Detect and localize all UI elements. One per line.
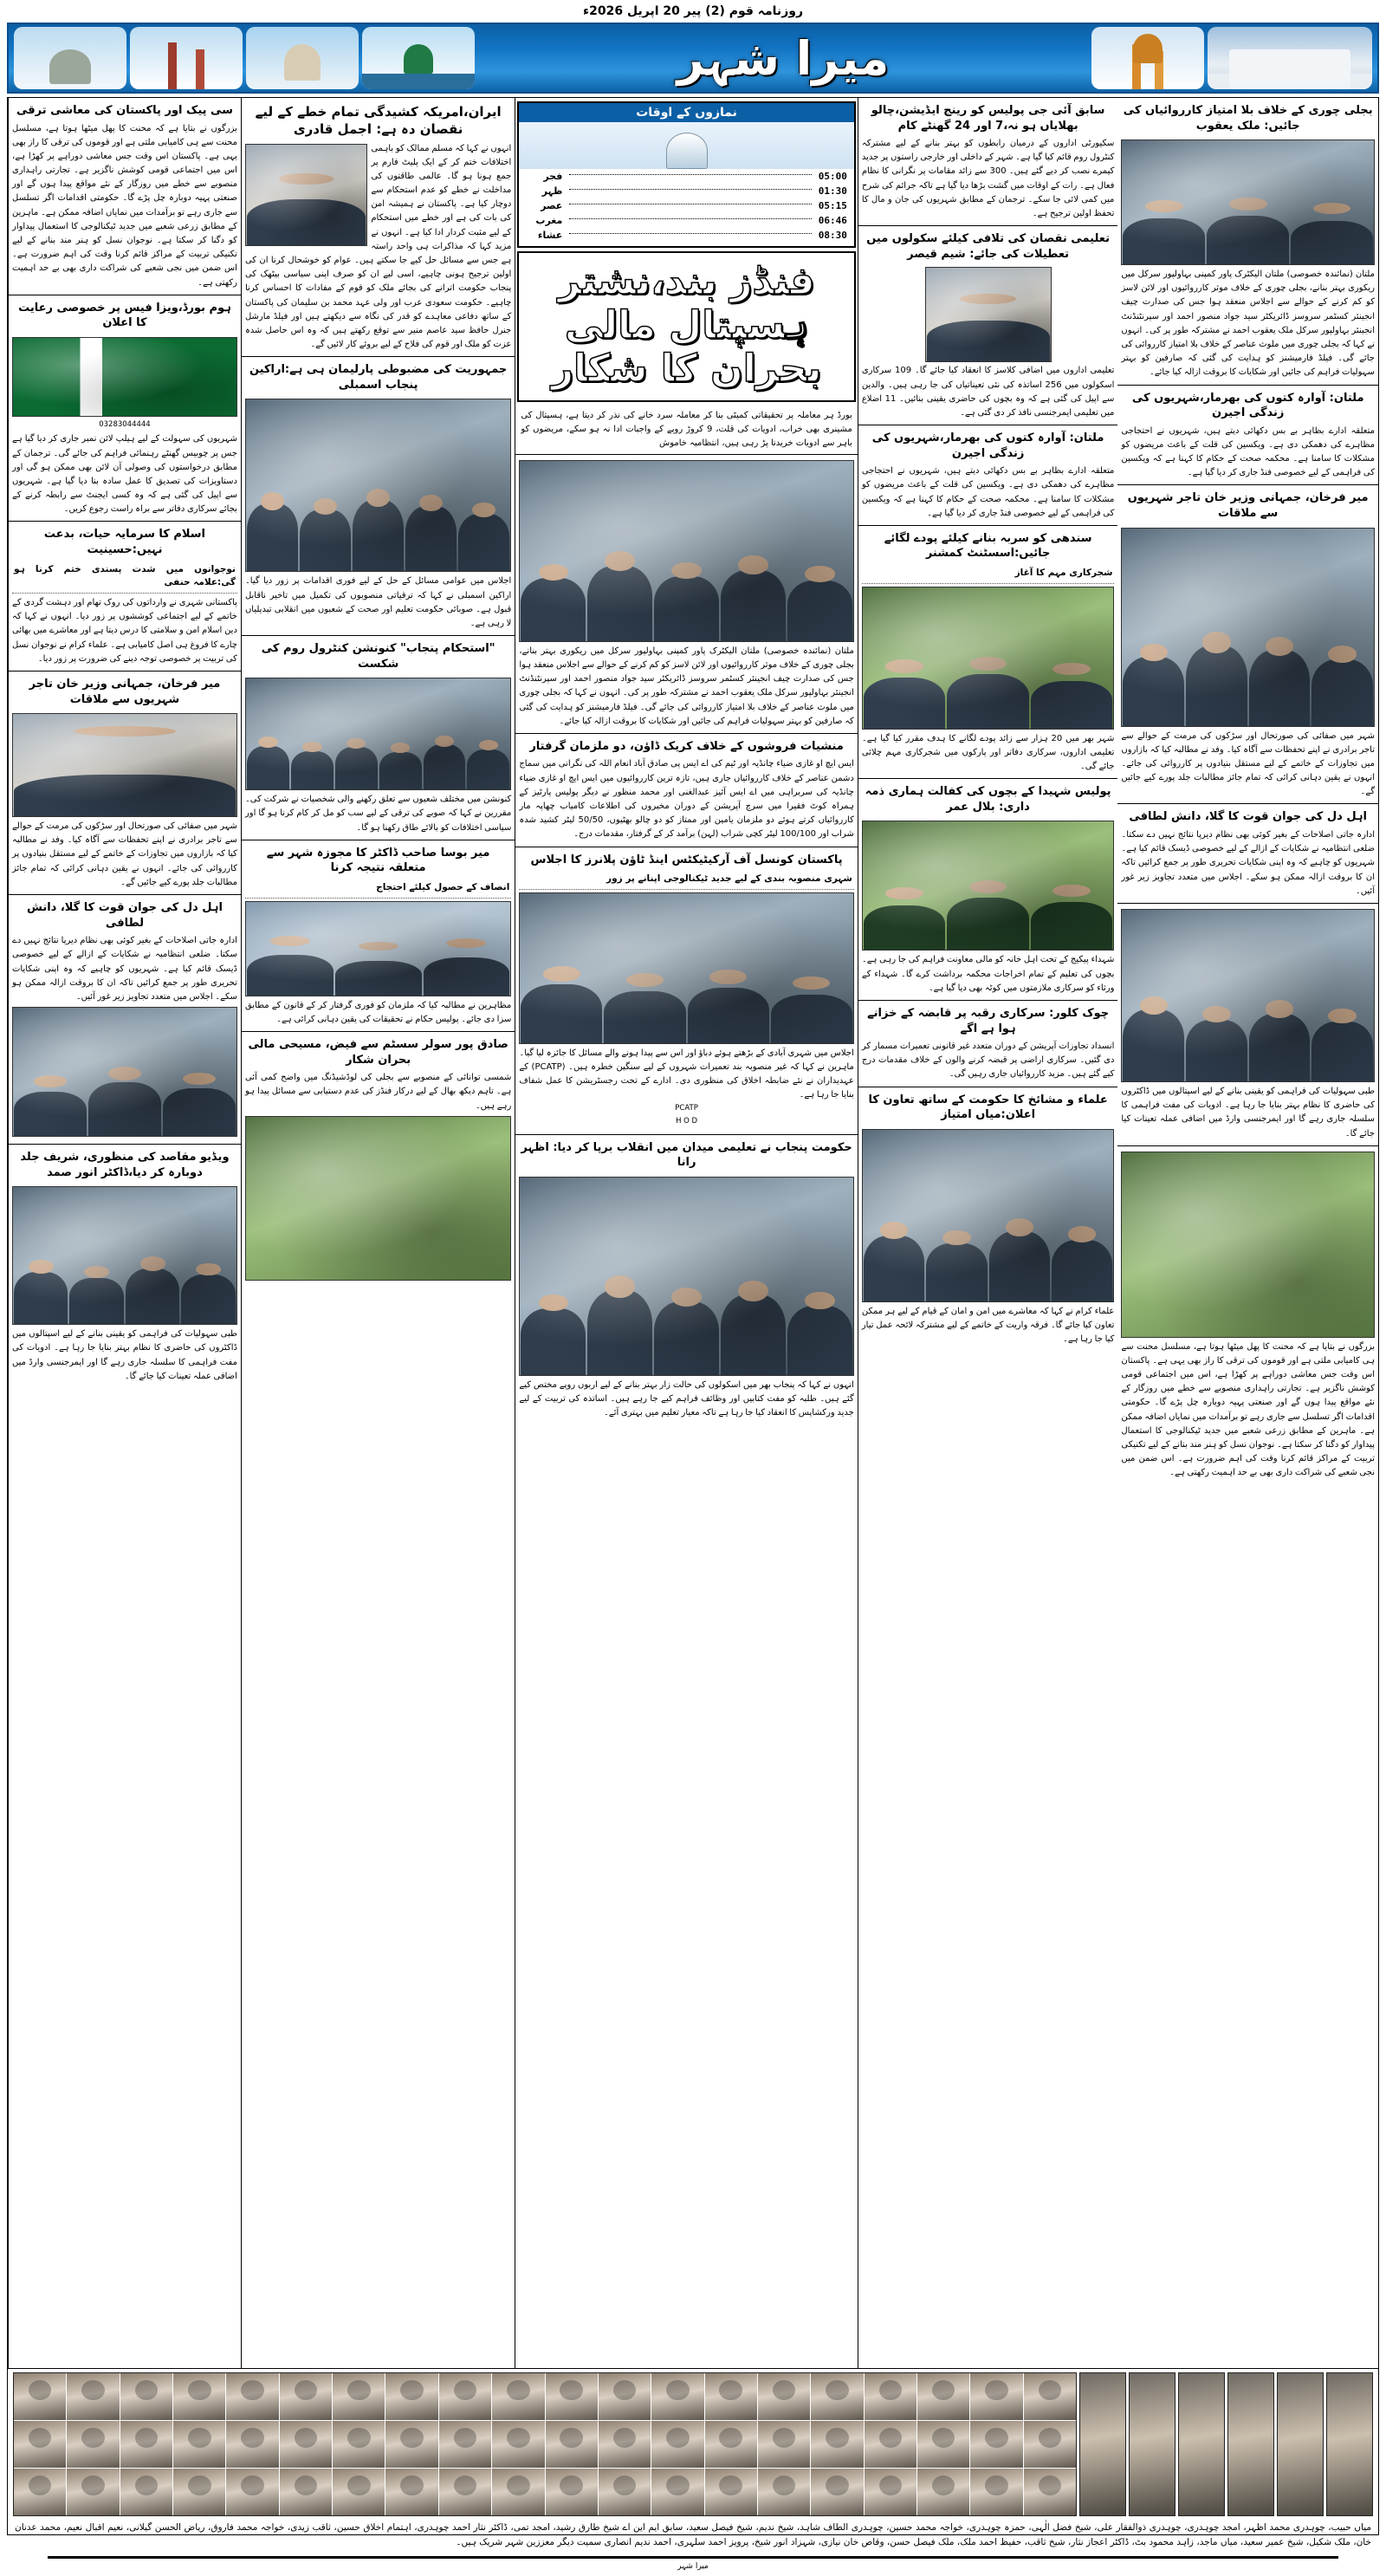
photo-tree-plantation bbox=[862, 587, 1115, 730]
page-body bbox=[7, 97, 1379, 2571]
photo-education-seminar bbox=[519, 1177, 854, 1376]
portrait-thumb bbox=[865, 2373, 916, 2420]
article-cpec[interactable] bbox=[9, 98, 241, 295]
article-drug-crackdown[interactable] bbox=[515, 734, 858, 847]
portrait-thumb bbox=[705, 2373, 757, 2420]
lead-headline-box[interactable] bbox=[517, 251, 856, 402]
photo-ulema-gathering bbox=[862, 1129, 1115, 1302]
portrait-thumb bbox=[333, 2421, 385, 2468]
article-body: ادارہ جاتی اصلاحات کے بغیر کوئی بھی نظام دیرپا نتائج نہیں دے سکتا۔ ضلعی انتظامیہ نے شکایات کے ازالے کے لیے خصوصی ڈیسک قائم کیا ہے۔ شہریوں کو چاہیے کہ وہ اپنی شکایات تحریری طور پر جمع کرائیں تاکہ ان کا بروقت ازالہ ممکن ہو سکے۔ اجلاس میں متعدد تجاویز زیر غور آئیں۔ bbox=[1121, 830, 1375, 896]
portrait-thumb bbox=[173, 2373, 225, 2420]
portrait-thumb bbox=[970, 2469, 1022, 2515]
article-body: شہر میں صفائی کی صورتحال اور سڑکوں کی مرمت کے حوالے سے تاجر برادری نے اپنے تحفظات سے آگاہ کیا۔ وفد نے مطالبہ کیا کہ بازاروں میں تجاوزات کے خاتمے کے لیے مستقل بنیادوں پر کارروائی کی جائے۔ انہوں نے یقین دہانی کرائی کہ تمام جائز مطالبات جلد پورے کیے جائیں گے۔ bbox=[12, 821, 237, 887]
article-headline: ہوم بورڈ،ویزا فیس پر خصوصی رعایت کا اعلان bbox=[18, 301, 231, 330]
article-headline: جمہوریت کی مضبوطی پارلیمان ہی ہے:اراکین پنجاب اسمبلی bbox=[249, 363, 508, 392]
photo-cleric-portrait bbox=[245, 144, 367, 246]
portrait-thumb bbox=[67, 2373, 119, 2420]
article-headline: اہل دل کی جوان قوت کا گلا، دانش لطافی bbox=[26, 901, 223, 930]
portrait-thumb bbox=[546, 2421, 598, 2468]
article-home-board-visa[interactable] bbox=[9, 295, 241, 522]
article-headline: تعلیمی نقصان کی تلافی کیلئے سکولوں میں تعطیلات کی جائے: شیم قیصر bbox=[866, 232, 1111, 261]
portrait-thumb bbox=[280, 2421, 332, 2468]
portrait-thumb bbox=[865, 2421, 916, 2468]
tag-pcatp: PCATP bbox=[675, 1103, 698, 1113]
masthead-photo-clock-tower bbox=[1208, 27, 1372, 89]
article-lead-continuation[interactable] bbox=[515, 455, 858, 734]
portrait-thumb bbox=[333, 2373, 385, 2420]
portrait-thumb bbox=[14, 2373, 66, 2420]
portrait-thumb bbox=[280, 2469, 332, 2515]
prayer-time: 01:30 bbox=[818, 185, 847, 197]
article-body: شہر میں صفائی کی صورتحال اور سڑکوں کی مرمت کے حوالے سے تاجر برادری نے اپنے تحفظات سے آگاہ کیا۔ وفد نے مطالبہ کیا کہ بازاروں میں تجاوزات کے خاتمے کے لیے مستقل بنیادوں پر کارروائی کی جائے۔ انہوں نے یقین دہانی کرائی کہ تمام جائز مطالبات جلد پورے کیے جائیں گے۔ bbox=[1121, 730, 1375, 797]
article-body: متعلقہ ادارے بظاہر بے بس دکھائی دیتے ہیں، شہریوں نے احتجاجی مظاہرے کی دھمکی دی ہے۔ ویکسین کی قلت کے باعث مریضوں کو مشکلات کا سامنا ہے۔ محکمہ صحت کے حکام کا کہنا ہے کہ ویکسین کی فراہمی کے لیے خصوصی فنڈ جاری کر دیا گیا ہے۔ bbox=[861, 466, 1115, 518]
column-1 bbox=[8, 98, 241, 2368]
article-subhead: انصاف کے حصول کیلئے احتجاج bbox=[245, 879, 511, 899]
portrait-thumb bbox=[865, 2469, 916, 2515]
photo-assembly-meeting bbox=[245, 399, 511, 572]
article-body: بزرگوں نے بتایا ہے کہ محنت کا پھل میٹھا ہوتا ہے، مسلسل محنت سے ہی کامیابی ملتی ہے اور قوموں کی ترقی کا راز بھی یہی ہے۔ پاکستان اس وقت جس معاشی دوراہے پر کھڑا ہے، اس میں اجتماعی قومی کوشش ناگزیر ہے۔ تجارتی راہداری منصوبے سے خطے میں روزگار کے نئے مواقع پیدا ہوں گے اور صنعتی پہیہ دوبارہ چل پڑے گا۔ حکومتی اقدامات اگر تسلسل سے جاری رہے تو برآمدات میں نمایاں اضافہ ممکن ہے۔ ماہرین کے مطابق زرعی شعبے میں جدید ٹیکنالوجی کا استعمال پیداوار کو دگنا کر سکتا ہے۔ نوجوان نسل کو ہنر مند بنانے کے لیے تکنیکی تربیت کے مراکز قائم کرنا وقت کی اہم ضرورت ہے۔ اس ضمن میں نجی شعبے کی شراکت داری بھی بے حد اہمیت رکھتی ہے۔ bbox=[1121, 1341, 1375, 1478]
portrait-thumb bbox=[599, 2373, 651, 2420]
photo-office-meeting bbox=[1121, 528, 1375, 727]
lead-headline-text: فنڈز بند،نشتر ہسپتال مالی بحران کا شکار bbox=[551, 259, 822, 392]
portrait-thumb bbox=[439, 2469, 491, 2515]
photo-solar-panels bbox=[245, 1116, 511, 1281]
prayer-time: 06:46 bbox=[818, 215, 847, 226]
portrait-thumb bbox=[439, 2421, 491, 2468]
article-body: ادارہ جاتی اصلاحات کے بغیر کوئی بھی نظام دیرپا نتائج نہیں دے سکتا۔ ضلعی انتظامیہ نے شکایات کے ازالے کے لیے خصوصی ڈیسک قائم کیا ہے۔ شہریوں کو چاہیے کہ وہ اپنی شکایات تحریری طور پر جمع کرائیں تاکہ ان کا بروقت ازالہ ممکن ہو سکے۔ اجلاس میں متعدد تجاویز زیر غور آئیں۔ bbox=[12, 936, 237, 1002]
prayer-name: فجر bbox=[543, 171, 563, 182]
article-body: شہداء پیکیج کے تحت اہل خانہ کو مالی معاونت فراہم کی جا رہی ہے۔ بچوں کی تعلیم کے تمام اخراجات محکمہ برداشت کرے گا۔ شہداء کے ورثاء کو سرکاری ملازمتوں میں کوٹہ بھی دیا گیا ہے۔ bbox=[861, 955, 1115, 993]
article-body: سکیورٹی اداروں کے درمیان رابطوں کو بہتر بنانے کے لیے مشترکہ کنٹرول روم قائم کیا گیا ہے۔ شہر کے داخلی اور خارجی راستوں پر جدید کیمرے نصب کر دیے گئے ہیں۔ 300 سے زائد مقامات پر نگرانی کا نظام فعال ہے۔ رات کے اوقات میں گشت بڑھا دیا گیا ہے تاکہ جرائم کی شرح میں کمی لائی جا سکے۔ ترجمان کے مطابق شہریوں کی جان و مال کا تحفظ اولین ترجیح ہے۔ bbox=[861, 139, 1115, 219]
masthead-photo-red-tower bbox=[130, 27, 243, 89]
portrait-thumb bbox=[1024, 2421, 1076, 2468]
article-pcatp[interactable] bbox=[515, 847, 858, 1135]
prayer-row-isha bbox=[519, 228, 854, 243]
prayer-times-title: نمازوں کے اوقات bbox=[519, 103, 854, 122]
portrait-thumb bbox=[758, 2469, 810, 2515]
article-iran-usa[interactable] bbox=[242, 98, 515, 357]
lead-subhead: بورڈ ہر معاملہ پر تحقیقاتی کمیٹی بنا کر معاملہ سرد خانے کی نذر کر دیتا ہے، ہسپتال کی مشینری بھی خراب، ادویات کی قلت، 9 کروڑ روپے کے واجبات ادا نہ ہو سکے، مریضوں کو باہر سے ادویات خریدنا پڑ رہی ہیں، انتظامیہ خاموش bbox=[515, 406, 858, 455]
photo-official-portrait bbox=[12, 713, 237, 817]
portrait-thumb bbox=[14, 2469, 66, 2515]
masthead-title: میرا شہر bbox=[677, 30, 890, 86]
prayer-name: ظہر bbox=[541, 185, 563, 197]
prayer-name: عشاء bbox=[537, 230, 563, 241]
prayer-name: مغرب bbox=[535, 215, 563, 226]
article-body: کنونشن میں مختلف شعبوں سے تعلق رکھنے والی شخصیات نے شرکت کی۔ مقررین نے کہا کہ صوبے کی ترقی کے لیے سب کو مل کر کام کرنا ہو گا اور سیاسی اختلافات کو بالائے طاق رکھنا ہو گا۔ bbox=[244, 795, 512, 833]
footer-rule bbox=[48, 2556, 1338, 2559]
prayer-row-asr bbox=[519, 198, 854, 213]
article-body: تعلیمی اداروں میں اضافی کلاسز کا انعقاد کیا جائے گا۔ 109 سرکاری اسکولوں میں 256 اساتذہ کی نئی تعیناتیاں کی جا رہی ہیں۔ والدین سے اپیل کی گئی ہے کہ وہ بچوں کی حاضری یقینی بنائیں۔ 11 اضلاع میں تعلیمی ایمرجنسی نافذ کر دی گئی ہے۔ bbox=[861, 366, 1115, 418]
column-3-lead bbox=[515, 98, 858, 2368]
helpline-number: 03283044444 bbox=[99, 419, 151, 429]
masthead-photo-quaid-mazar bbox=[246, 27, 359, 89]
article-headline: پاکستان کونسل آف آرکیٹیکٹس اینڈ ٹاؤن پلانرز کا اجلاس bbox=[530, 853, 843, 866]
article-headline: چوک کلور: سرکاری رقبہ پر قابضہ کے خزانے ہوا ہے اگے bbox=[867, 1006, 1110, 1035]
column-grid bbox=[8, 98, 1378, 2368]
article-body: طبی سہولیات کی فراہمی کو یقینی بنانے کے لیے اسپتالوں میں ڈاکٹروں کی حاضری کا نظام بہتر بنایا جا رہا ہے۔ ادویات کی مفت فراہمی کا سلسلہ جاری رہے گا اور ایمرجنسی وارڈ میں اضافی عملہ تعینات کیا جائے گا۔ bbox=[1121, 1086, 1375, 1139]
portrait-thumb bbox=[492, 2421, 544, 2468]
article-body: شمسی توانائی کے منصوبے سے بجلی کی لوڈشیڈنگ میں واضح کمی آئی ہے۔ تاہم دیکھ بھال کے لیے درکار فنڈز کی عدم دستیابی سے مسائل پیدا ہو رہے ہیں۔ bbox=[244, 1073, 512, 1111]
strip-caption: میاں حبیب، چوہدری محمد اظہر، امجد چوہدری، چوہدری ذوالفقار علی، شیخ فضل الٰہی، حمزہ چوہدری، خواجہ محمد حسین، چوہدری الطاف شاہد، شیخ ندیم، شیخ فیصل سعید، سابق ایم این اے شیخ طارق رشید، امجد تمی، ڈاکٹر نثار احمد چوہدری، اہتمام اخلاق حسین، ثاقب زیدی، خواجہ محمد فاروق، ریاض الحسن گیلانی، نعیم اقبال نعیم، محمد عدنان خان، ملک شکیل، شیخ عمیر سعید، میاں ماجد، زاہد محمود بٹ، ڈاکٹر اعجاز نثار، شیخ ثاقب، حفیظ احمد ملک، ملک فیصل حسن، وقاص خان نیازی، شہزاد انور شیخ، پرویز احمد سلہری، احمد ندیم انصاری سمیت دیگر معززین شہر شریک ہیں۔ bbox=[15, 2522, 1371, 2548]
article-headline: سابق آئی جی پولیس کو رینج ایڈیشن،چالو بھلایاں ہو نہ،7 اور 24 گھنٹے کام bbox=[871, 104, 1105, 133]
photo-council-conference bbox=[519, 892, 854, 1044]
article-headline: سی پیک اور پاکستان کی معاشی ترقی bbox=[16, 104, 233, 117]
photo-award-ceremony bbox=[12, 1007, 237, 1137]
portrait-thumb bbox=[120, 2373, 172, 2420]
article-body: علماء کرام نے کہا کہ معاشرے میں امن و امان کے قیام کے لیے ہر ممکن تعاون کیا جائے گا۔ فرقہ واریت کے خاتمے کے لیے مشترکہ لائحہ عمل تیار کیا جا رہا ہے۔ bbox=[861, 1306, 1115, 1345]
portrait-thumb bbox=[651, 2373, 703, 2420]
article-assembly[interactable] bbox=[242, 357, 515, 636]
dot-leader bbox=[569, 174, 811, 175]
article-subhead: شجرکاری مہم کا آغاز bbox=[862, 565, 1115, 584]
page-dateline: روزنامہ قوم (2) پیر 20 اپریل 2026ء bbox=[582, 4, 804, 18]
portrait-thumb bbox=[651, 2421, 703, 2468]
portrait-thumb bbox=[67, 2469, 119, 2515]
article-surveyor-meeting[interactable] bbox=[1117, 485, 1378, 804]
tag-hod: H O D bbox=[676, 1117, 698, 1126]
portrait-thumb bbox=[651, 2469, 703, 2515]
prayer-row-fajr bbox=[519, 169, 854, 184]
photo-hospital-meeting bbox=[519, 460, 854, 642]
bottom-photo-strip bbox=[8, 2368, 1378, 2576]
portrait-grid bbox=[13, 2372, 1077, 2516]
article-education-revolution[interactable] bbox=[515, 1135, 858, 1425]
portrait-thumb bbox=[705, 2421, 757, 2468]
article-headline: میر فرخان، جمہانی وزیر خان تاجر شہریوں سے ملاقات bbox=[29, 678, 221, 706]
portrait-thumb bbox=[705, 2469, 757, 2515]
portrait-thumb bbox=[546, 2373, 598, 2420]
article-headline: بجلی چوری کے خلاف بلا امتیاز کارروائیاں کی جائیں: ملک یعقوب bbox=[1123, 104, 1373, 133]
prayer-time: 05:00 bbox=[818, 171, 847, 182]
article-stray-dogs-2[interactable] bbox=[1117, 386, 1378, 486]
article-body: انسداد تجاوزات آپریشن کے دوران متعدد غیر قانونی تعمیرات مسمار کر دی گئیں۔ سرکاری اراضی پر قبضہ کرنے والوں کے خلاف مقدمات درج کیے گئے ہیں۔ مزید کارروائیاں جاری رہیں گی۔ bbox=[861, 1041, 1115, 1080]
column-4 bbox=[858, 98, 1118, 2368]
article-headline: ویڈیو مقاصد کی منظوری، شریف جلد دوبارہ کر دیا،ڈاکٹر انور صمد bbox=[20, 1151, 230, 1179]
prayer-row-zuhr bbox=[519, 184, 854, 198]
portrait-thumb bbox=[385, 2421, 437, 2468]
article-group-photo-2[interactable] bbox=[1117, 904, 1378, 1146]
article-headline: حکومت پنجاب نے تعلیمی میدان میں انقلاب برپا کر دیا: اظہر رانا bbox=[521, 1140, 852, 1170]
prayer-name: عصر bbox=[541, 200, 563, 211]
article-protest[interactable] bbox=[242, 840, 515, 1032]
article-subhead: شہری منصوبہ بندی کے لیے جدید ٹیکنالوجی اپنانے پر زور bbox=[519, 871, 854, 890]
article-body: شہریوں کی سہولت کے لیے ہیلپ لائن نمبر جاری کر دیا گیا ہے جس پر چوبیس گھنٹے رہنمائی فراہم کی جائے گی۔ ترجمان کے مطابق درخواستوں کی وصولی آن لائن بھی ممکن ہو گی اور دستاویزات کی تصدیق کا عمل سادہ بنا دیا گیا ہے۔ شہریوں سے اپیل کی گئی ہے کہ وہ کسی ایجنٹ سے رابطہ کرنے کے بجائے سرکاری دفاتر سے براہ راست رجوع کریں۔ bbox=[12, 434, 237, 515]
masthead-photo-temple bbox=[1091, 27, 1204, 89]
portrait-thumb bbox=[385, 2373, 437, 2420]
article-danish-latafi[interactable] bbox=[9, 895, 241, 1145]
photo-police-ceremony bbox=[862, 821, 1115, 951]
dot-leader bbox=[569, 233, 811, 234]
article-headline: ملتان: آوارہ کتوں کی بھرمار،شہریوں کی زندگی اجیرن bbox=[1131, 391, 1364, 420]
article-plantation[interactable] bbox=[858, 526, 1118, 779]
portrait-thumb bbox=[599, 2469, 651, 2515]
masthead bbox=[7, 23, 1379, 94]
portrait-thumb bbox=[385, 2469, 437, 2515]
portrait-thumb bbox=[758, 2373, 810, 2420]
portrait-thumb bbox=[120, 2469, 172, 2515]
article-solar[interactable] bbox=[242, 1032, 515, 1288]
prayer-time: 08:30 bbox=[818, 230, 847, 241]
article-headline: "استحکام پنجاب" کنونشن کنٹرول روم کی شکست bbox=[261, 642, 495, 671]
photo-park-garden bbox=[1121, 1152, 1375, 1338]
portrait-thumb bbox=[67, 2421, 119, 2468]
portrait-thumb bbox=[917, 2421, 969, 2468]
article-islam-seminar[interactable] bbox=[9, 522, 241, 672]
portrait-mosaic bbox=[13, 2372, 1373, 2516]
portrait-thumb bbox=[120, 2421, 172, 2468]
portrait-thumb bbox=[546, 2469, 598, 2515]
photo-protest-rally bbox=[245, 901, 511, 996]
photo-group-seminar bbox=[1121, 909, 1375, 1082]
article-police-ig[interactable] bbox=[858, 98, 1118, 226]
article-headline: اسلام کا سرمایہ حیات، بدعت نہیں:حسینیت bbox=[43, 528, 205, 557]
photo-committee-meeting bbox=[12, 1186, 237, 1325]
footer-paper-name: میرا شہر bbox=[677, 2561, 709, 2571]
article-body: متعلقہ ادارے بظاہر بے بس دکھائی دیتے ہیں، شہریوں نے احتجاجی مظاہرے کی دھمکی دی ہے۔ ویکسین کی قلت کے باعث مریضوں کو مشکلات کا سامنا ہے۔ محکمہ صحت کے حکام کا کہنا ہے کہ ویکسین کی فراہمی کے لیے خصوصی فنڈ جاری کر دیا گیا ہے۔ bbox=[1121, 425, 1375, 478]
portrait-large-2 bbox=[1277, 2372, 1324, 2516]
column-2 bbox=[241, 98, 515, 2368]
article-headline: ایران،امریکہ کشیدگی تمام خطے کے لیے نقصان دہ ہے: اجمل قادری bbox=[255, 104, 502, 138]
portrait-thumb bbox=[970, 2421, 1022, 2468]
article-body: انہوں نے کہا کہ مسلم ممالک کو باہمی اختلافات ختم کر کے ایک پلیٹ فارم پر جمع ہونا ہو گا۔ عالمی طاقتوں کی مداخلت نے خطے کو عدم استحکام سے دوچار کیا ہے۔ پاکستان نے ہمیشہ امن کی بات کی ہے اور خطے میں استحکام کے لیے مثبت کردار ادا کیا ہے۔ انہوں نے مزید کہا کہ مذاکرات ہی واحد راستہ ہے جس سے مسائل حل کیے جا سکتے ہیں۔ عوام کو خوشحال کرنا ان کی اولین ترجیح ہونی چاہیے، اسی لیے ان کو صرف اپنی سیاسی بیٹھک کی پنجاب حکومت اترانے کی بجائے ملک کو قوم کے مفادات کا احساس کرنا چاہیے۔ حکومت سعودی عرب اور ولی عہد محمد بن سلیمان کی پاکستان کے ساتھ دفاعی معاہدے کو قدر کی نگاہ سے دیکھتے ہیں اور فیلڈ مارشل جنرل حافظ سید عاصم منیر سے توقع رکھتے ہیں کہ وہ اس حاصل شدہ عزت کو ملک اور قوم کی فلاح کے لیے بروئے کار لائیں گے۔ bbox=[244, 143, 512, 350]
article-shoaib-hameed[interactable] bbox=[1117, 804, 1378, 903]
portrait-large-1 bbox=[1326, 2372, 1373, 2516]
dot-leader bbox=[569, 218, 811, 219]
portrait-thumb bbox=[226, 2421, 278, 2468]
article-encroachment[interactable] bbox=[858, 1001, 1118, 1087]
article-ulema-cooperation[interactable] bbox=[858, 1087, 1118, 1352]
portrait-thumb bbox=[226, 2469, 278, 2515]
portrait-thumb bbox=[333, 2469, 385, 2515]
article-body: ملتان (نمائندہ خصوصی) ملتان الیکٹرک پاور کمپنی بہاولپور سرکل میں ریکوری بہتر بنانے، بجلی چوری کے خلاف موثر کارروائیوں اور لائن لاسز کو کم کرنے کے حوالے سے اجلاس منعقد ہوا جس کی صدارت چیف انجینئر کسٹمر سروسز ڈائریکٹر سید جواد منصور احمد اور سپرنٹنڈنٹ انجینئر بہاولپور سرکل ملک یعقوب احمد نے مشترکہ طور پر کی۔ انہوں نے کہا کہ بجلی چوری میں ملوث عناصر کے خلاف بلا امتیاز کارروائی کی جائے گی۔ فیلڈ فارمیشنز کو ہدایت کی گئی کہ صارفین کو بہتر سہولیات فراہم کی جائیں اور شکایات کا بروقت ازالہ کیا جائے۔ bbox=[519, 646, 854, 726]
portrait-thumb bbox=[917, 2469, 969, 2515]
portrait-thumb bbox=[492, 2469, 544, 2515]
article-headline: میر فرخان، جمہانی وزیر خان تاجر شہریوں سے ملاقات bbox=[1127, 491, 1369, 520]
article-doctor-anwar[interactable] bbox=[9, 1145, 241, 1388]
article-headline: صادق پور سولر سسٹم سے فیض، مسیحی مالی بحران شکار bbox=[248, 1038, 508, 1067]
article-body: مظاہرین نے مطالبہ کیا کہ ملزمان کو فوری گرفتار کر کے قانون کے مطابق سزا دی جائے۔ پولیس حکام نے تحقیقات کی یقین دہانی کرائی ہے۔ bbox=[244, 1000, 512, 1024]
masthead-photo-shrine bbox=[362, 27, 475, 89]
article-body: شہر بھر میں 20 ہزار سے زائد پودے لگانے کا ہدف مقرر کیا گیا ہے۔ تعلیمی اداروں، سرکاری دفاتر اور پارکوں میں شجرکاری مہم چلائی جائے گی۔ bbox=[861, 733, 1115, 772]
article-body: ایس ایچ او غازی ضیاء چانڈیہ اور ٹیم کی اے ایس پی صادق آباد انعام اللہ کی نگرانی میں سماج دشمن عناصر کے خلاف کارروائیاں جاری ہیں، تازہ ترین کارروائیوں میں ایس ایچ او غازی ضیاء چانڈیہ کی سربراہی میں اے ایس آئیز عبدالغنی اور محمد منظور نے دیگر پولیس پارٹیز کے ہمراہ کوٹ فقیرا میں سرچ آپریشن کے دوران مخبروں کی اطلاعات کامیاب چھاپہ مار کارروائیاں کرتے ہوئے دو ملزمان یامین اور ممتاز کو دو چالو بھٹیوں، 50/50 لیٹر کشید شدہ شراب اور 100/100 لیٹر کچی شراب (لہن) برآمد کر کے گرفتار، مقدمات درج۔ bbox=[519, 759, 854, 840]
portrait-large-5 bbox=[1129, 2372, 1176, 2516]
article-headline: میر بوسا صاحب ڈاکٹر کا مجوزہ شہر سے متعلقہ نتیجہ کرنا bbox=[266, 846, 490, 875]
photo-mepco-meeting bbox=[1121, 140, 1375, 265]
portrait-thumb bbox=[811, 2469, 863, 2515]
portrait-thumb bbox=[811, 2373, 863, 2420]
photo-flags bbox=[12, 337, 237, 417]
portrait-thumb bbox=[1024, 2373, 1076, 2420]
article-headline: علماء و مشائخ کا حکومت کے ساتھ تعاون کا اعلان:میاں امتیاز bbox=[868, 1093, 1108, 1122]
portrait-thumb bbox=[14, 2421, 66, 2468]
photo-education-official bbox=[925, 267, 1052, 362]
prayer-times-box bbox=[517, 101, 856, 248]
article-headline: پولیس شہیدا کے بچوں کی کفالت ہماری ذمہ داری: بلال عمر bbox=[865, 785, 1111, 814]
prayer-row-maghrib bbox=[519, 213, 854, 228]
portrait-thumb bbox=[1024, 2469, 1076, 2515]
article-body: ملتان (نمائندہ خصوصی) ملتان الیکٹرک پاور کمپنی بہاولپور سرکل میں ریکوری بہتر بنانے، بجلی چوری کے خلاف موثر کارروائیوں اور لائن لاسز کو کم کرنے کے حوالے سے اجلاس منعقد ہوا جس کی صدارت چیف انجینئر کسٹمر سروسز ڈائریکٹر سید جواد منصور احمد اور سپرنٹنڈنٹ انجینئر بہاولپور سرکل ملک یعقوب احمد نے مشترکہ طور پر کی۔ انہوں نے کہا کہ بجلی چوری میں ملوث عناصر کے خلاف بلا امتیاز کارروائی کی جائے گی۔ فیلڈ فارمیشنز کو ہدایت کی گئی کہ صارفین کو بہتر سہولیات فراہم کی جائیں اور شکایات کا بروقت ازالہ کیا جائے۔ bbox=[1121, 269, 1375, 378]
portrait-thumb bbox=[439, 2373, 491, 2420]
dot-leader bbox=[569, 189, 811, 190]
article-body: اجلاس میں شہری آبادی کے بڑھتے ہوئے دباؤ اور اس سے پیدا ہونے والے مسائل کا جائزہ لیا گیا۔ ماہرین نے کہا کہ غیر منصوبہ بند تعمیرات شہروں کے لیے سنگین خطرہ ہیں۔ (PCATP) کے عہدیداران نے نئے ضابطہ اخلاق کی منظوری دی۔ ادارے کے تحت رجسٹریشن کا عمل شفاف بنایا جا رہا ہے۔ bbox=[519, 1048, 854, 1100]
article-headline: اہل دل کی جوان قوت کا گلا، دانش لطافی bbox=[1129, 810, 1368, 824]
article-body: طبی سہولیات کی فراہمی کو یقینی بنانے کے لیے اسپتالوں میں ڈاکٹروں کی حاضری کا نظام بہتر بنایا جا رہا ہے۔ ادویات کی مفت فراہمی کا سلسلہ جاری رہے گا اور ایمرجنسی وارڈ میں اضافی عملہ تعینات کیا جائے گا۔ bbox=[12, 1329, 237, 1381]
portrait-large-6 bbox=[1079, 2372, 1126, 2516]
mosque-dome-icon bbox=[519, 122, 854, 169]
column-5 bbox=[1117, 98, 1378, 2368]
portrait-thumb bbox=[758, 2421, 810, 2468]
article-tajir-meeting[interactable] bbox=[9, 672, 241, 895]
portrait-thumb bbox=[917, 2373, 969, 2420]
article-headline: ملتان: آوارہ کتوں کی بھرمار،شہریوں کی زندگی اجیرن bbox=[871, 431, 1104, 460]
article-subhead: نوجوانوں میں شدت پسندی ختم کرنا ہو گی:علامہ حنفی bbox=[12, 561, 237, 594]
article-garden-photo[interactable] bbox=[1117, 1146, 1378, 1485]
article-police-martyrs[interactable] bbox=[858, 779, 1118, 1001]
article-body: اجلاس میں عوامی مسائل کے حل کے لیے فوری اقدامات پر زور دیا گیا۔ اراکین اسمبلی نے کہا کہ ترقیاتی منصوبوں کی تکمیل میں تاخیر ناقابل قبول ہے۔ صوبائی حکومت تعلیم اور صحت کے شعبوں میں انقلابی تبدیلیاں لا رہی ہے۔ bbox=[244, 576, 512, 628]
article-education-loss[interactable] bbox=[858, 226, 1118, 425]
article-body: بزرگوں نے بتایا ہے کہ محنت کا پھل میٹھا ہوتا ہے، مسلسل محنت سے ہی کامیابی ملتی ہے اور قوموں کی ترقی کا راز بھی یہی ہے۔ پاکستان اس وقت جس معاشی دوراہے پر کھڑا ہے، اس میں اجتماعی قومی کوشش ناگزیر ہے۔ تجارتی راہداری منصوبے سے خطے میں روزگار کے نئے مواقع پیدا ہوں گے اور صنعتی پہیہ دوبارہ چل پڑے گا۔ حکومتی اقدامات اگر تسلسل سے جاری رہے تو برآمدات میں نمایاں اضافہ ممکن ہے۔ ماہرین کے مطابق زرعی شعبے میں جدید ٹیکنالوجی کا استعمال پیداوار کو دگنا کر سکتا ہے۔ نوجوان نسل کو ہنر مند بنانے کے لیے تکنیکی تربیت کے مراکز قائم کرنا وقت کی اہم ضرورت ہے۔ اس ضمن میں نجی شعبے کی شراکت داری بھی بے حد اہمیت رکھتی ہے۔ bbox=[12, 123, 237, 288]
portrait-thumb bbox=[173, 2421, 225, 2468]
prayer-time: 05:15 bbox=[818, 200, 847, 211]
article-body: انہوں نے کہا کہ پنجاب بھر میں اسکولوں کی حالت زار بہتر بنانے کے لیے اربوں روپے مختص کیے گئے ہیں۔ طلبہ کو مفت کتابیں اور وظائف فراہم کیے جا رہے ہیں۔ اساتذہ کی تربیت کے لیے جدید ورکشاپس کا انعقاد کیا جا رہا ہے تاکہ معیار تعلیم میں بہتری آئے۔ bbox=[519, 1379, 854, 1418]
article-body: پاکستانی شہری نے وارداتوں کی روک تھام اور دہشت گردی کے خاتمے کے لیے اجتماعی کوششوں پر زور دیا۔ انہوں نے کہا کہ دین اسلام امن و سلامتی کا درس دیتا ہے اور معاشرے میں بھائی چارے کا فروغ ہی اصل کامیابی ہے۔ علماء کرام نے نوجوان نسل کی تربیت پر خصوصی توجہ دینے کی ضرورت پر زور دیا۔ bbox=[12, 598, 237, 664]
photo-convention-group bbox=[245, 678, 511, 790]
portrait-large-4 bbox=[1178, 2372, 1225, 2516]
portrait-thumb bbox=[226, 2373, 278, 2420]
masthead-photo-domed-monument bbox=[14, 27, 126, 89]
portrait-large-3 bbox=[1227, 2372, 1274, 2516]
article-mepco[interactable] bbox=[1117, 98, 1378, 386]
portrait-thumb bbox=[280, 2373, 332, 2420]
portrait-thumb bbox=[811, 2421, 863, 2468]
article-convention[interactable] bbox=[242, 636, 515, 840]
portrait-thumb bbox=[492, 2373, 544, 2420]
portrait-thumb bbox=[173, 2469, 225, 2515]
article-stray-dogs[interactable] bbox=[858, 425, 1118, 526]
article-headline: سندھی کو سربہ بنانے کیلئے پودے لگائے جائیں:اسسٹنٹ کمشنر bbox=[884, 531, 1092, 561]
portrait-thumb bbox=[970, 2373, 1022, 2420]
portrait-thumb bbox=[599, 2421, 651, 2468]
article-headline: منشیات فروشوں کے خلاف کریک ڈاؤن، دو ملزمان گرفتار bbox=[529, 739, 844, 753]
